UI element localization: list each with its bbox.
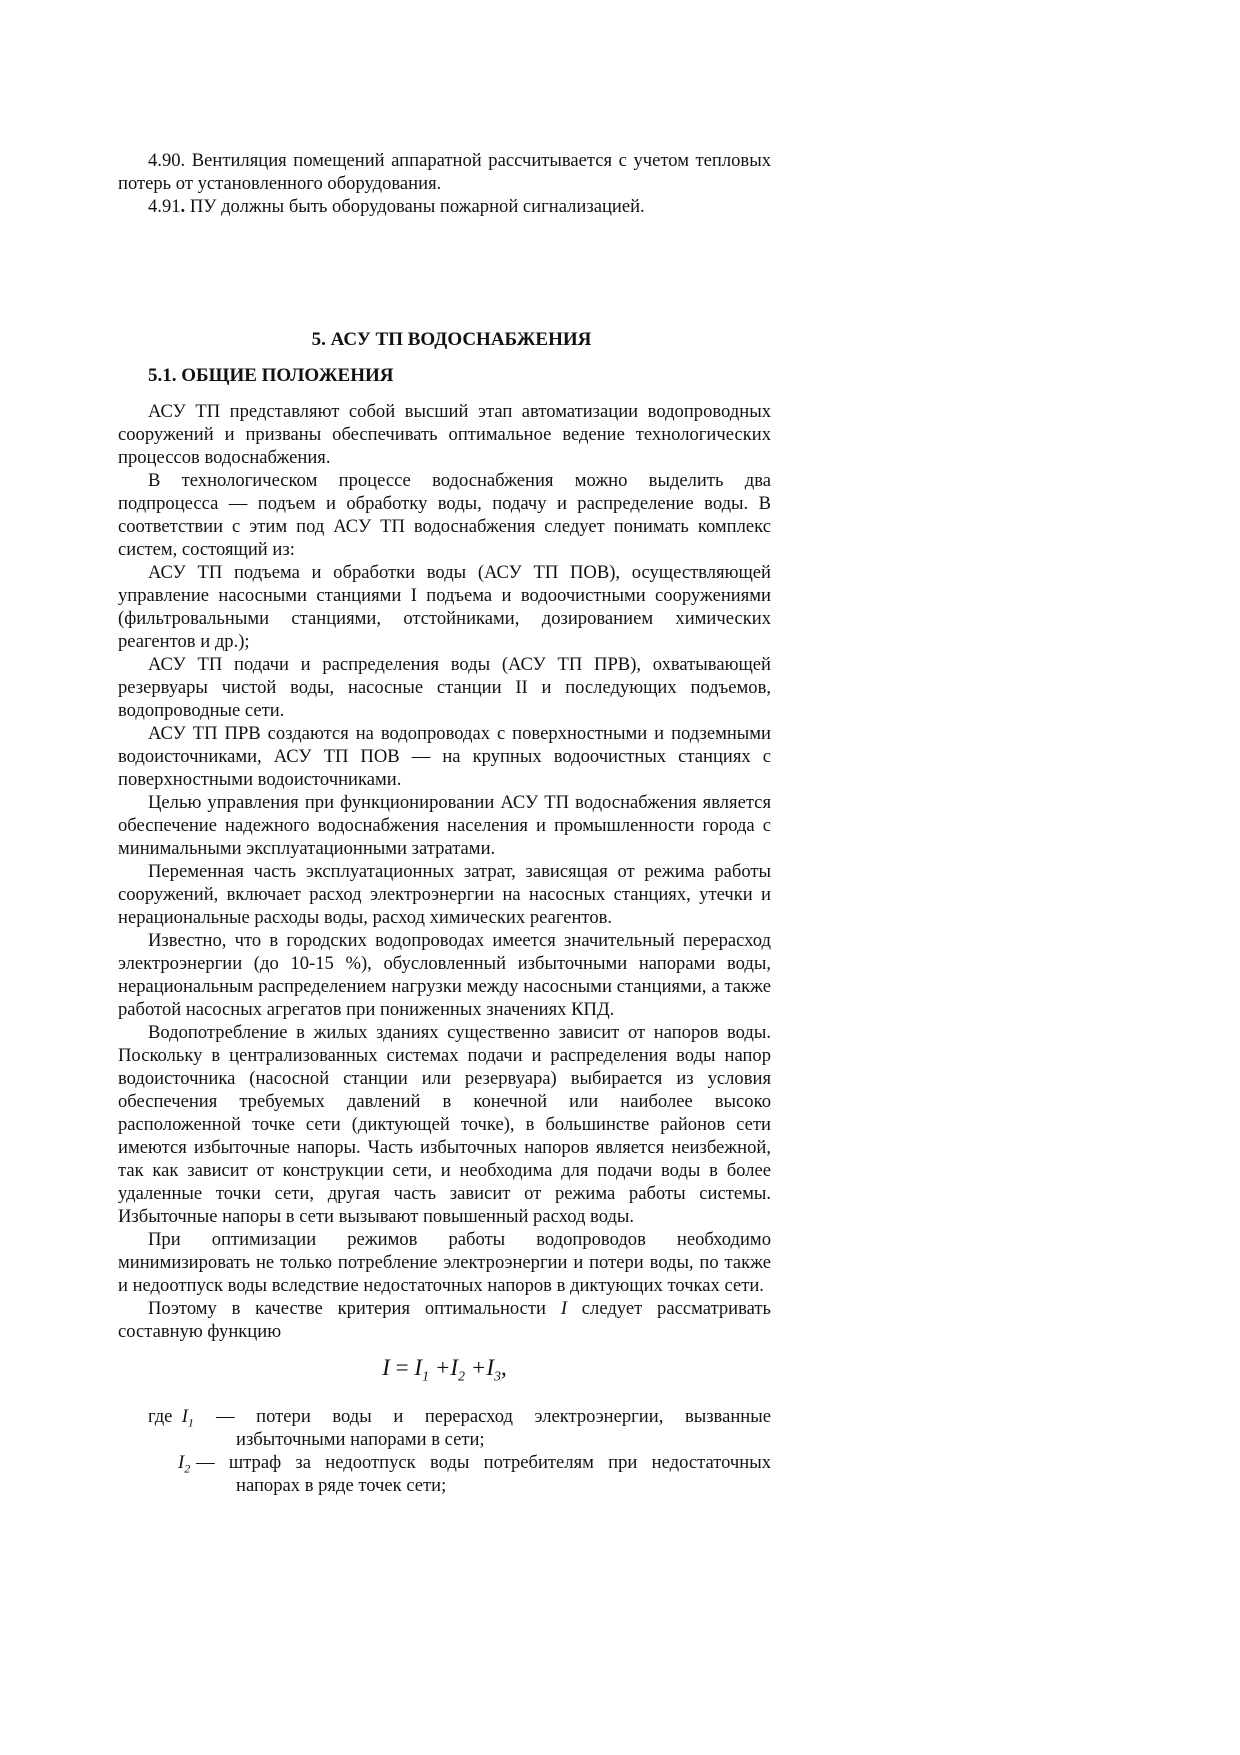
item-4-91-dot: .	[180, 196, 186, 217]
formula-term-2: I	[450, 1355, 459, 1380]
item-4-91-number: 4.91	[148, 196, 181, 217]
item-4-91	[118, 195, 771, 218]
section-body	[118, 400, 771, 1497]
formula-tail: ,	[500, 1355, 507, 1380]
formula-plus-2: +	[465, 1355, 487, 1380]
paragraph: При оптимизации режимов работы водопроводов необходимо минимизировать не только потребление электроэнергии и потери воды, по также и недоотпуск воды вследствие недостаточных напоров в диктующих точках сети.	[118, 1229, 771, 1296]
paragraph: АСУ ТП представляют собой высший этап автоматизации водопроводных сооружений и призваны обеспечивать оптимальное ведение технологических процессов водоснабжения.	[118, 401, 771, 468]
item-4-90: 4.90. Вентиляция помещений аппаратной рассчитывается с учетом тепловых потерь от установленного оборудования.	[118, 150, 771, 194]
formula	[118, 1353, 771, 1393]
where-item-1-var-sub: 1	[187, 1415, 194, 1430]
where-item-1-var-letter: I	[181, 1405, 188, 1427]
chapter-heading: 5. АСУ ТП ВОДОСНАБЖЕНИЯ	[311, 329, 592, 350]
paragraph: Водопотребление в жилых зданиях существенно зависит от напоров воды. Поскольку в централизованных системах подачи и распределения воды напор водоисточника (насосной станции или резервуара) выбирается из условия обеспечения требуемых давлений в конечной или наиболее высоко расположенной точке сети (диктующей точке), в большинстве районов сети имеются избыточные напоры. Часть избыточных напоров является неизбежной, так как зависит от конструкции сети, и необходима для подачи воды в более удаленные точки сети, другая часть зависит от режима работы системы. Избыточные напоры в сети вызывают повышенный расход воды.	[118, 1022, 771, 1227]
paragraph: Переменная часть эксплуатационных затрат, зависящая от режима работы сооружений, включает расход электроэнергии на насосных станциях, утечки и нерациональные расходы воды, расход химических реагентов.	[118, 861, 771, 928]
criterion-paragraph	[118, 1297, 771, 1343]
where-item-1-lead	[148, 1405, 194, 1435]
where-item-2-var-sub: 2	[184, 1461, 191, 1476]
where-item-2	[118, 1451, 771, 1497]
paragraph: Известно, что в городских водопроводах имеется значительный перерасход электроэнергии (до 10-15 %), обусловленный избыточными напорами воды, нерациональным распределением нагрузки между насосными станциями, а также работой насосных агрегатов при пониженных значениях КПД.	[118, 930, 771, 1020]
formula-term-1: I	[414, 1355, 423, 1380]
criterion-text-before: Поэтому в качестве критерия оптимальности	[148, 1298, 561, 1319]
paragraph: В технологическом процессе водоснабжения можно выделить два подпроцесса — подъем и обработку воды, подачу и распределение воды. В соответствии с этим под АСУ ТП водоснабжения следует понимать комплекс систем, состоящий из:	[118, 470, 771, 560]
formula-lhs: I	[382, 1355, 390, 1380]
where-item-2-var	[178, 1451, 190, 1481]
where-item-1-var	[181, 1405, 194, 1430]
paragraph: АСУ ТП подъема и обработки воды (АСУ ТП ПОВ), осуществляющей управление насосными станциями I подъема и водоочистными сооружениями (фильтровальными станциями, отстойниками, дозированием химических реагентов и др.);	[118, 562, 771, 652]
where-item-2-text: — штраф за недоотпуск воды потребителям при недостаточных напорах в ряде точек сети;	[196, 1451, 771, 1496]
where-item-2-var-letter: I	[178, 1451, 185, 1473]
where-item-1	[118, 1405, 771, 1451]
where-item-1-text: — потери воды и перерасход электроэнергии, вызванные избыточными напорами в сети;	[216, 1405, 771, 1450]
previous-section-tail	[118, 149, 771, 218]
item-4-91-text: ПУ должны быть оборудованы пожарной сигнализацией.	[185, 196, 645, 217]
paragraph: Целью управления при функционировании АСУ ТП водоснабжения является обеспечение надежного водоснабжения населения и промышленности города с минимальными эксплуатационными затратами.	[118, 792, 771, 859]
formula-term-2-sub: 2	[458, 1369, 466, 1385]
where-word: где	[148, 1405, 173, 1427]
criterion-text-after: следует рассматривать составную функцию	[118, 1298, 771, 1342]
formula-term-3: I	[486, 1355, 494, 1380]
criterion-variable: I	[560, 1298, 568, 1319]
formula-equals: =	[389, 1355, 415, 1380]
paragraph: АСУ ТП ПРВ создаются на водопроводах с поверхностными и подземными водоисточниками, АСУ ТП ПОВ — на крупных водоочистных станциях с поверхностными водоисточниками.	[118, 723, 771, 790]
section-heading: 5.1. ОБЩИЕ ПОЛОЖЕНИЯ	[148, 365, 394, 386]
formula-term-3-sub: 3	[493, 1369, 501, 1385]
paragraph: АСУ ТП подачи и распределения воды (АСУ ТП ПРВ), охватывающей резервуары чистой воды, насосные станции II и последующих подъемов, водопроводные сети.	[118, 654, 771, 721]
formula-plus-1: +	[429, 1355, 451, 1380]
formula-term-1-sub: 1	[422, 1369, 430, 1385]
